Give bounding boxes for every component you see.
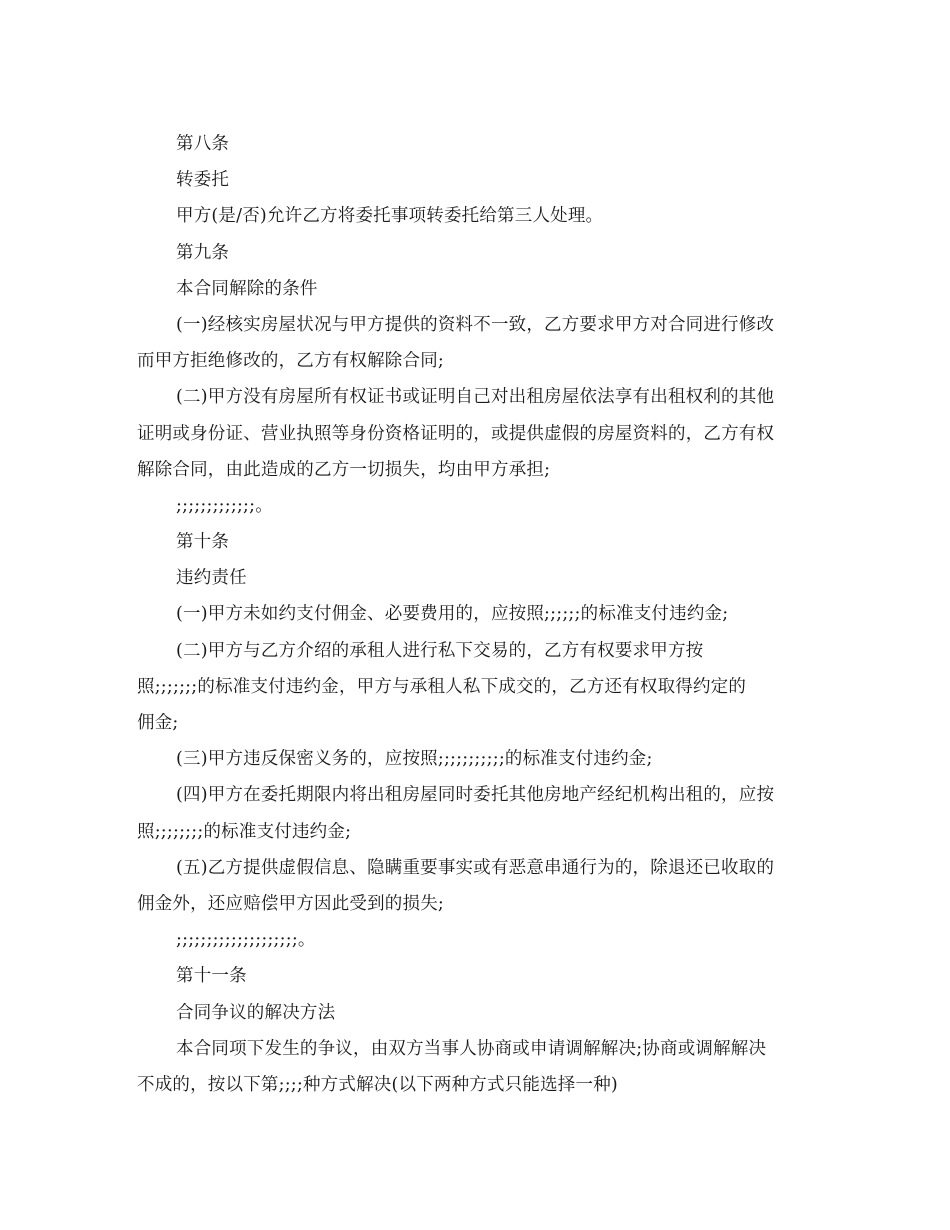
document-page bbox=[137, 126, 813, 1103]
article-11-paragraph: 本合同项下发生的争议，由双方当事人协商或申请调解解决;协商或调解解决 bbox=[176, 1038, 767, 1059]
article-10-heading: 第十条 bbox=[176, 532, 230, 553]
article-10-clause-4-cont: 照;;;;;;;;的标准支付违约金; bbox=[137, 821, 352, 842]
article-9-clause-2-cont-1: 证明或身份证、营业执照等身份资格证明的，或提供虚假的房屋资料的，乙方有权 bbox=[137, 423, 775, 444]
article-11-paragraph-cont: 不成的，按以下第;;;;种方式解决(以下两种方式只能选择一种) bbox=[137, 1074, 618, 1095]
article-8-title: 转委托 bbox=[176, 170, 230, 191]
article-10-clause-3: (三)甲方违反保密义务的，应按照;;;;;;;;;;;的标准支付违约金; bbox=[176, 749, 653, 770]
article-10-clause-4: (四)甲方在委托期限内将出租房屋同时委托其他房地产经纪机构出租的，应按 bbox=[176, 785, 775, 806]
article-9-blank-fill: ;;;;;;;;;;;;;。 bbox=[176, 495, 273, 516]
article-10-clause-5-cont: 佣金外，还应赔偿甲方因此受到的损失; bbox=[137, 893, 444, 914]
article-9-title: 本合同解除的条件 bbox=[176, 278, 318, 299]
article-10-title: 违约责任 bbox=[176, 568, 247, 589]
article-11-title: 合同争议的解决方法 bbox=[176, 1002, 336, 1023]
article-8-paragraph: 甲方(是/否)允许乙方将委托事项转委托给第三人处理。 bbox=[176, 206, 604, 227]
article-9-heading: 第九条 bbox=[176, 242, 230, 263]
article-9-clause-2-cont-2: 解除合同，由此造成的乙方一切损失，均由甲方承担; bbox=[137, 459, 551, 480]
article-10-blank-fill: ;;;;;;;;;;;;;;;;;;;;。 bbox=[176, 930, 316, 951]
article-10-clause-2-cont-2: 佣金; bbox=[137, 713, 179, 733]
article-9-clause-2: (二)甲方没有房屋所有权证书或证明自己对出租房屋依法享有出租权利的其他 bbox=[176, 387, 775, 408]
article-9-clause-1: (一)经核实房屋状况与甲方提供的资料不一致，乙方要求甲方对合同进行修改 bbox=[176, 314, 775, 335]
article-9-clause-1-cont: 而甲方拒绝修改的，乙方有权解除合同; bbox=[137, 351, 444, 372]
article-8-heading: 第八条 bbox=[176, 134, 230, 154]
article-11-heading: 第十一条 bbox=[176, 966, 247, 987]
article-10-clause-2: (二)甲方与乙方介绍的承租人进行私下交易的，乙方有权要求甲方按 bbox=[176, 640, 704, 661]
article-10-clause-2-cont-1: 照;;;;;;;的标准支付违约金，甲方与承租人私下成交的，乙方还有权取得约定的 bbox=[137, 676, 747, 697]
article-10-clause-5: (五)乙方提供虚假信息、隐瞒重要事实或有恶意串通行为的，除退还已收取的 bbox=[176, 857, 775, 878]
article-10-clause-1: (一)甲方未如约支付佣金、必要费用的，应按照;;;;;;的标准支付违约金; bbox=[176, 604, 729, 625]
